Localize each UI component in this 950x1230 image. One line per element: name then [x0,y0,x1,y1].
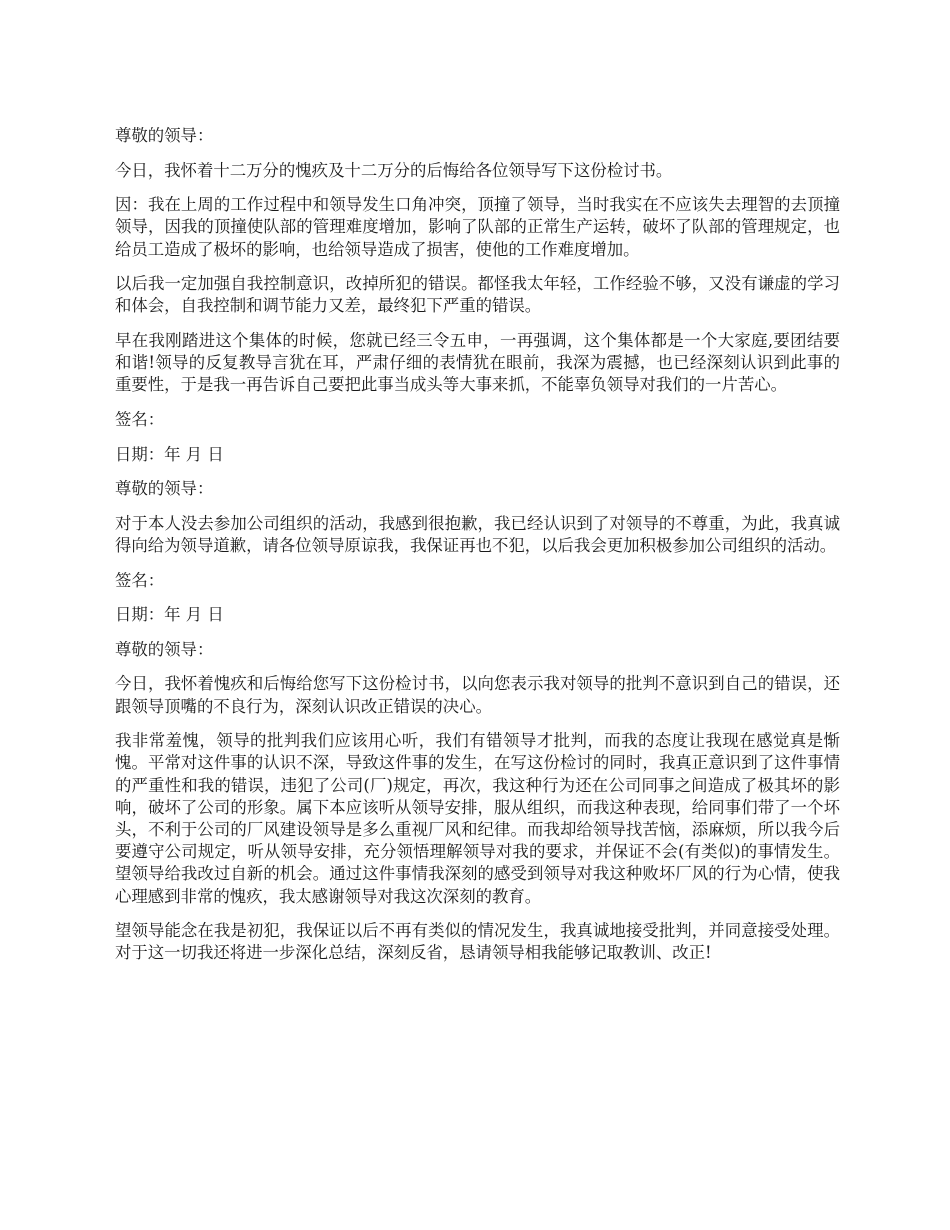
salutation: 尊敬的领导： [115,479,214,499]
salutation: 尊敬的领导： [115,126,214,145]
paragraph-opening: 今日，我怀着愧疚和后悔给您写下这份检讨书，以向您表示我对领导的批判不意识到自己的错误，还跟领导顶嘴的不良行为，深刻认识改正错误的决心。 [115,674,840,716]
paragraph-apology: 对于本人没去参加公司组织的活动，我感到很抱歉，我已经认识到了对领导的不尊重，为此，我真诚得向给为领导道歉，请各位领导原谅我，我保证再也不犯，以后我会更加积极参加公司组织的活动。 [115,513,840,555]
date-line: 日期：年 月 日 [115,444,224,464]
paragraph-reflection: 我非常羞愧，领导的批判我们应该用心听，我们有错领导才批判，而我的态度让我现在感觉真是惭愧。平常对这件事的认识不深，导致这件事的发生，在写这份检讨的同时，我真正意识到了这件事情的严重性和我的错误，违犯了公司(厂)规定，再次，我这种行为还在公司同事之间造成了极其坏的影响，破坏了公司的形象。属下本应该听从领导安排，服从组织，而我这种表现，给同事们带了一个坏头，不利于公司的厂风建设领导是多么重视厂风和纪律。而我却给领导找苦恼，添麻烦，所以我今后要遵守公司规定，听从领导安排，充分领悟理解领导对我的要求，并保证不会(有类似)的事情发生。望领导给我改过自新的机会。通过这件事情我深刻的感受到领导对我这种败坏厂风的行为心情，使我心理感到非常的愧疚，我太感谢领导对我这次深刻的教育。 [115,731,840,906]
document-body [115,125,840,977]
date-line: 日期：年 月 日 [115,605,224,625]
paragraph-reason: 因：我在上周的工作过程中和领导发生口角冲突，顶撞了领导，当时我实在不应该失去理智的去顶撞领导，因我的顶撞使队部的管理难度增加，影响了队部的正常生产运转，破坏了队部的管理规定，也给员工造成了极坏的影响，也给领导造成了损害，使他的工作难度增加。 [115,195,840,259]
paragraph-background: 早在我刚踏进这个集体的时候，您就已经三令五申，一再强调，这个集体都是一个大家庭,要团结要和谐!领导的反复教导言犹在耳，严肃仔细的表情犹在眼前，我深为震撼，也已经深刻认识到此事的重要性，于是我一再告诉自己要把此事当成头等大事来抓，不能辜负领导对我们的一片苦心。 [115,330,840,395]
paragraph-closing: 望领导能念在我是初犯，我保证以后不再有类似的情况发生，我真诚地接受批判，并同意接受处理。对于这一切我还将进一步深化总结，深刻反省，恳请领导相我能够记取教训、改正! [115,921,840,963]
signature-line: 签名： [115,409,165,429]
signature-line: 签名： [115,570,165,590]
paragraph-opening: 今日，我怀着十二万分的愧疚及十二万分的后悔给各位领导写下这份检讨书。 [115,160,673,180]
paragraph-resolution: 以后我一定加强自我控制意识，改掉所犯的错误。都怪我太年轻，工作经验不够，又没有谦虚的学习和体会，自我控制和调节能力又差，最终犯下严重的错误。 [115,274,840,316]
salutation: 尊敬的领导： [115,639,214,659]
